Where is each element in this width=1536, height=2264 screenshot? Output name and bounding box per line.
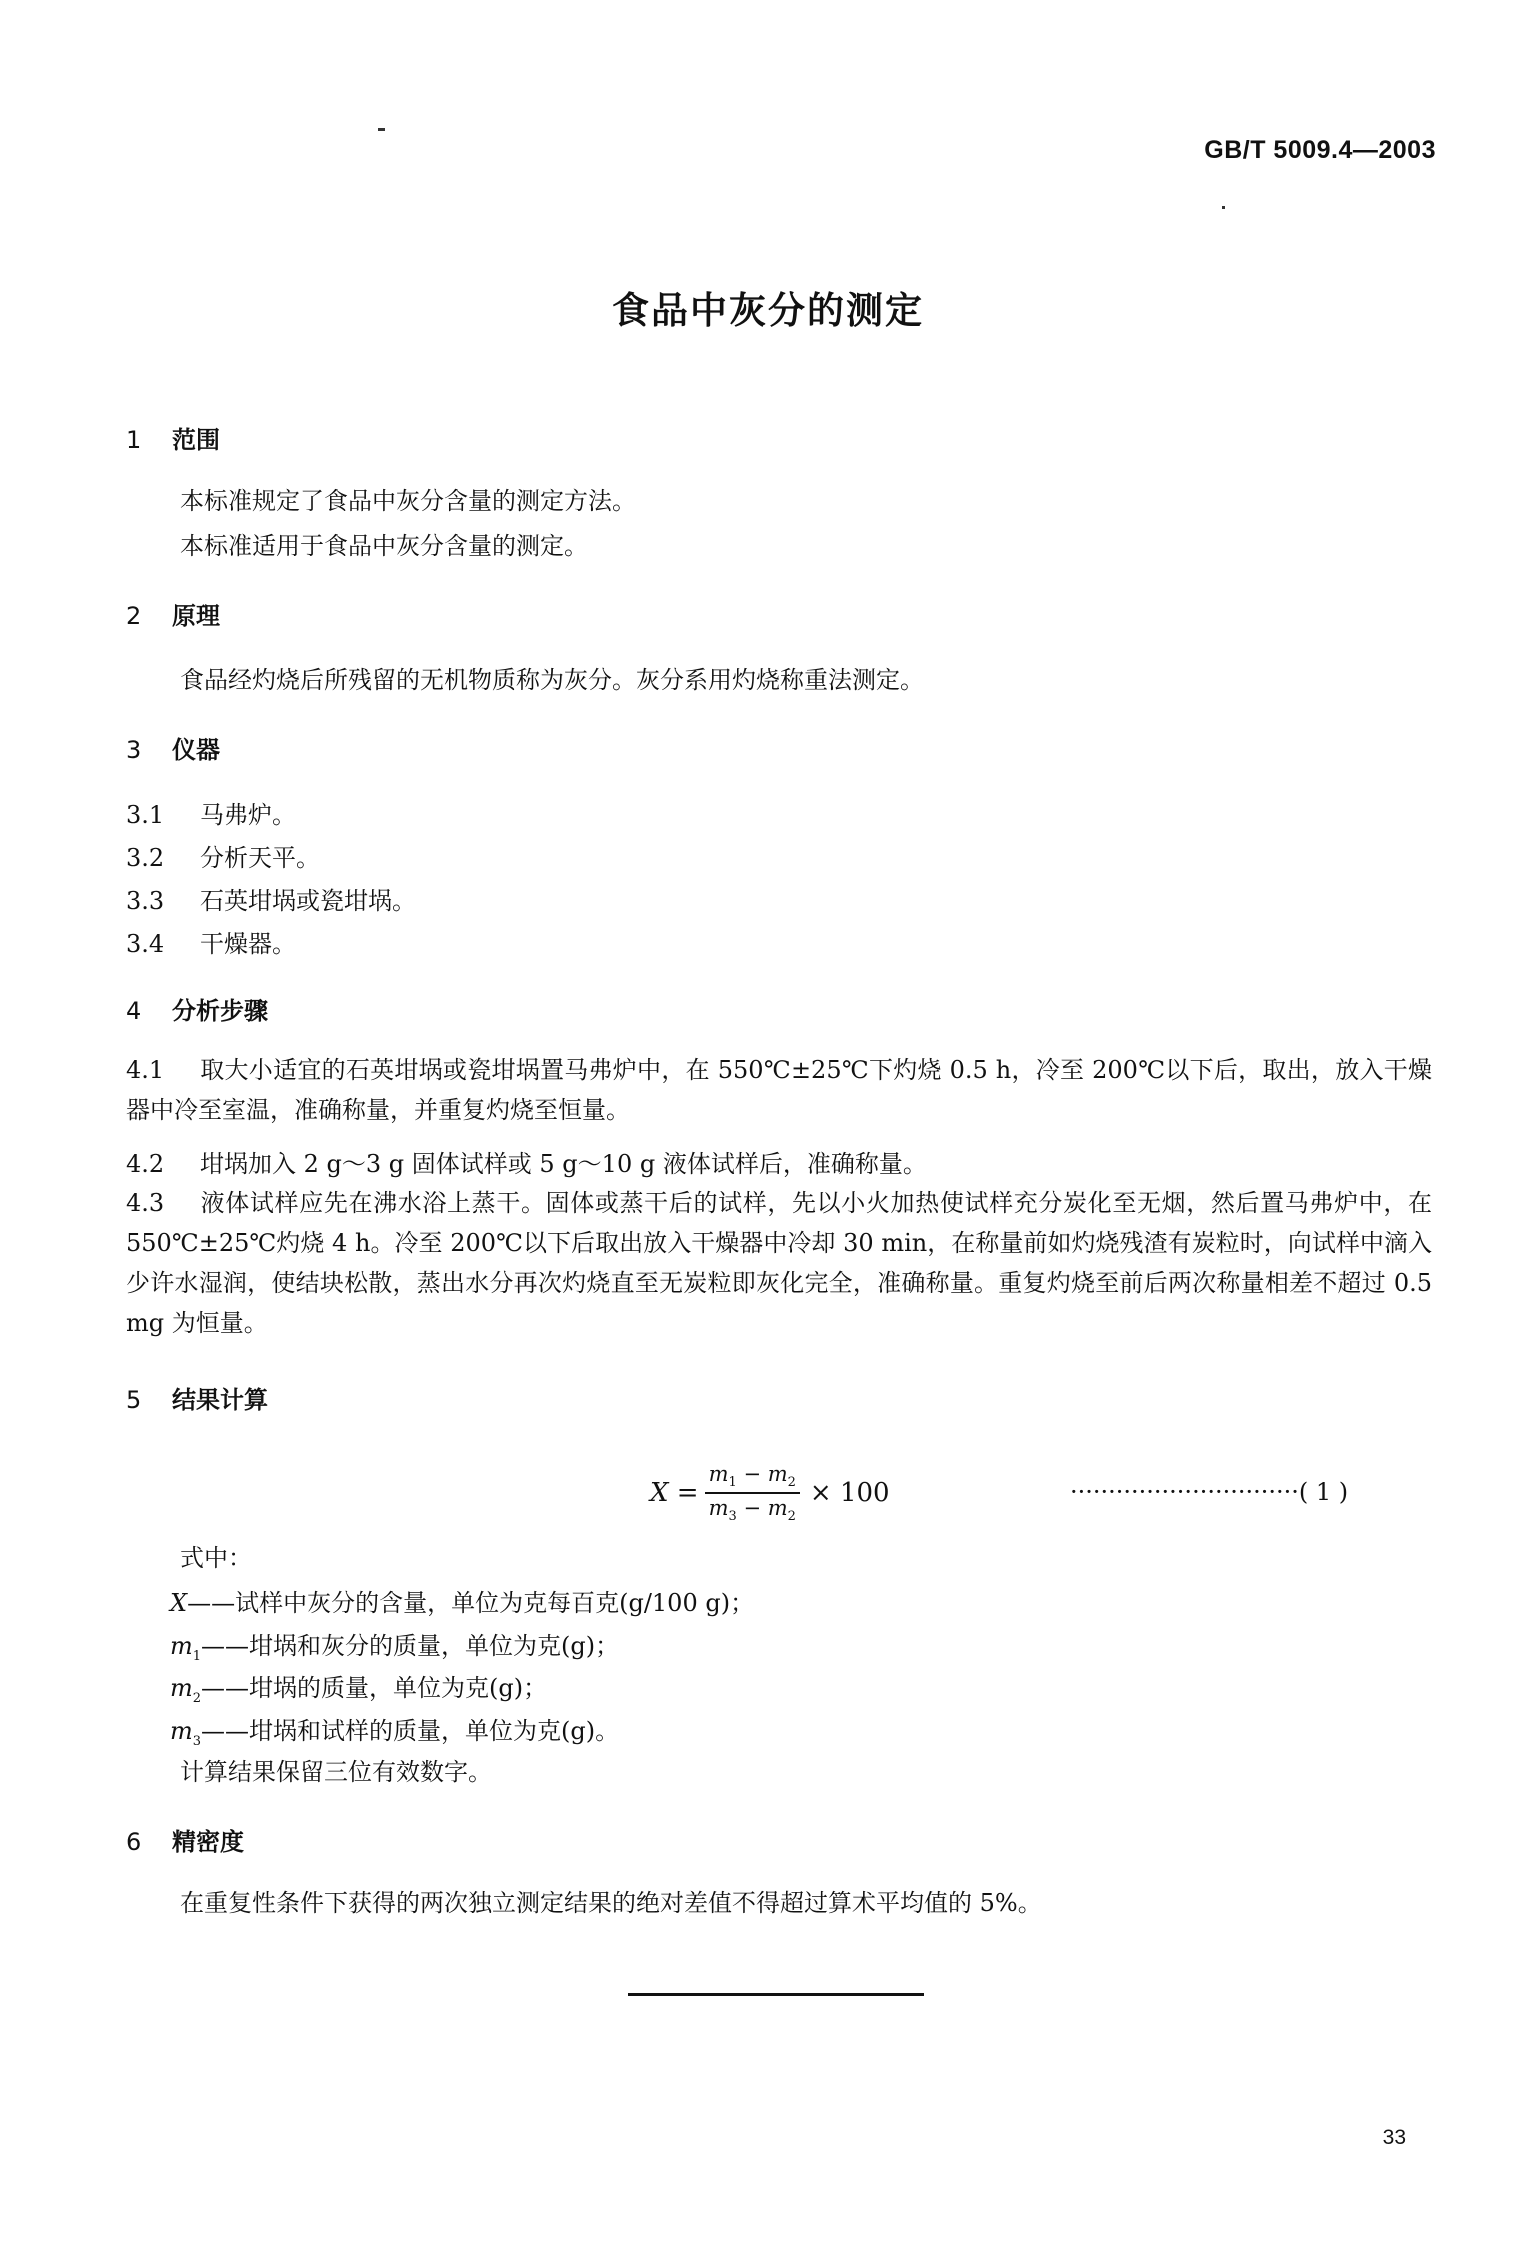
document-title: 食品中灰分的测定: [612, 289, 924, 332]
variable-description: ——坩埚和试样的质量，单位为克(g)。: [201, 1717, 620, 1745]
procedure-step: [126, 1144, 1432, 1184]
section-title: 仪器: [172, 736, 220, 764]
standard-code: GB/T 5009.4—2003: [1204, 136, 1436, 164]
step-number: 4.3: [126, 1189, 165, 1217]
denominator-term-b: m: [767, 1496, 788, 1520]
section-number: 3: [126, 736, 142, 764]
variable-definition: [170, 1668, 547, 1706]
variable-description: ——坩埚和灰分的质量，单位为克(g)；: [201, 1632, 620, 1660]
equation-number: ······························( 1 ): [1070, 1478, 1349, 1506]
precision-paragraph: 在重复性条件下获得的两次独立测定结果的绝对差值不得超过算术平均值的 5%。: [180, 1889, 1042, 1917]
section-number: 5: [126, 1386, 142, 1414]
apparatus-item: [126, 795, 296, 830]
section-number: 6: [126, 1828, 142, 1856]
end-rule: [628, 1993, 924, 1996]
variable-description: ——坩埚的质量，单位为克(g)；: [201, 1674, 548, 1702]
variable-definition: [170, 1583, 754, 1621]
procedure-step: [126, 1050, 1432, 1130]
step-text: 液体试样应先在沸水浴上蒸干。固体或蒸干后的试样，先以小火加热使试样充分炭化至无烟，然后置马弗炉中，在 550℃±25℃灼烧 4 h。冷至 200℃以下后取出放入干燥器中冷却 30 min，在称量前如灼烧残渣有炭粒时，向试样中滴入少许水湿润，使结块松散，蒸出水分再次灼烧直至无炭粒即灰化完全，准确称量。重复灼烧至前后两次称量相差不超过 0.5 mg 为恒量。: [126, 1189, 1432, 1337]
numerator-term-a: m: [708, 1461, 729, 1486]
numerator-sub-a: 1: [728, 1475, 737, 1490]
procedure-step: [126, 1183, 1432, 1343]
numerator-sub-b: 2: [787, 1475, 796, 1490]
formula-denominator: [705, 1494, 800, 1524]
item-number: 3.3: [126, 887, 165, 915]
apparatus-item: [126, 838, 320, 873]
section-heading-apparatus: [126, 730, 220, 765]
formula-multiplier: × 100: [809, 1478, 890, 1508]
formula-lhs: X =: [650, 1478, 699, 1508]
formula-numerator: [705, 1462, 800, 1494]
denominator-sub-b: 2: [787, 1509, 796, 1525]
step-number: 4.1: [126, 1056, 165, 1084]
section-title: 分析步骤: [172, 997, 268, 1025]
section-heading-calculation: [126, 1380, 268, 1415]
section-number: 4: [126, 997, 142, 1025]
denominator-term-a: m: [708, 1496, 729, 1520]
variable-subscript: 3: [192, 1733, 202, 1749]
item-text: 石英坩埚或瓷坩埚。: [200, 887, 416, 915]
item-text: 干燥器。: [200, 930, 296, 958]
calculation-note: 计算结果保留三位有效数字。: [180, 1758, 492, 1786]
section-heading-procedure: [126, 991, 268, 1026]
apparatus-item: [126, 924, 296, 959]
section-heading-scope: [126, 420, 220, 455]
section-title: 范围: [172, 426, 220, 454]
section-title: 结果计算: [172, 1386, 268, 1414]
denominator-operator: −: [736, 1496, 768, 1520]
item-text: 分析天平。: [200, 844, 320, 872]
variable-subscript: 2: [192, 1690, 202, 1706]
section-heading-precision: [126, 1822, 244, 1857]
variable-subscript: 1: [192, 1648, 202, 1664]
formula-fraction: [705, 1462, 800, 1524]
step-number: 4.2: [126, 1150, 165, 1178]
denominator-sub-a: 3: [728, 1509, 737, 1525]
item-number: 3.1: [126, 801, 165, 829]
item-number: 3.4: [126, 930, 165, 958]
scope-paragraph-2: 本标准适用于食品中灰分含量的测定。: [180, 532, 588, 560]
section-heading-principle: [126, 596, 220, 631]
where-label: 式中：: [180, 1544, 252, 1572]
scan-speck: [378, 128, 385, 131]
item-text: 马弗炉。: [200, 801, 296, 829]
section-title: 原理: [172, 602, 220, 630]
step-text: 坩埚加入 2 g～3 g 固体试样或 5 g～10 g 液体试样后，准确称量。: [200, 1150, 927, 1178]
variable-definition: [170, 1626, 619, 1664]
numerator-term-b: m: [767, 1461, 788, 1486]
variable-definition: [170, 1711, 619, 1749]
ash-formula: [650, 1458, 890, 1528]
scan-speck: [1222, 206, 1225, 209]
variable-symbol: m: [170, 1717, 193, 1745]
variable-symbol: m: [170, 1632, 193, 1660]
apparatus-item: [126, 881, 416, 916]
item-number: 3.2: [126, 844, 165, 872]
variable-symbol: X: [170, 1589, 188, 1617]
section-title: 精密度: [172, 1828, 244, 1856]
step-text: 取大小适宜的石英坩埚或瓷坩埚置马弗炉中，在 550℃±25℃下灼烧 0.5 h，冷至 200℃以下后，取出，放入干燥器中冷至室温，准确称量，并重复灼烧至恒量。: [126, 1056, 1432, 1124]
page-number: 33: [1382, 2126, 1406, 2149]
scope-paragraph-1: 本标准规定了食品中灰分含量的测定方法。: [180, 487, 636, 515]
section-number: 1: [126, 426, 142, 454]
variable-description: ——试样中灰分的含量，单位为克每百克(g/100 g)；: [187, 1589, 755, 1617]
section-number: 2: [126, 602, 142, 630]
numerator-operator: −: [736, 1461, 768, 1486]
variable-symbol: m: [170, 1674, 193, 1702]
principle-paragraph: 食品经灼烧后所残留的无机物质称为灰分。灰分系用灼烧称重法测定。: [180, 666, 924, 694]
